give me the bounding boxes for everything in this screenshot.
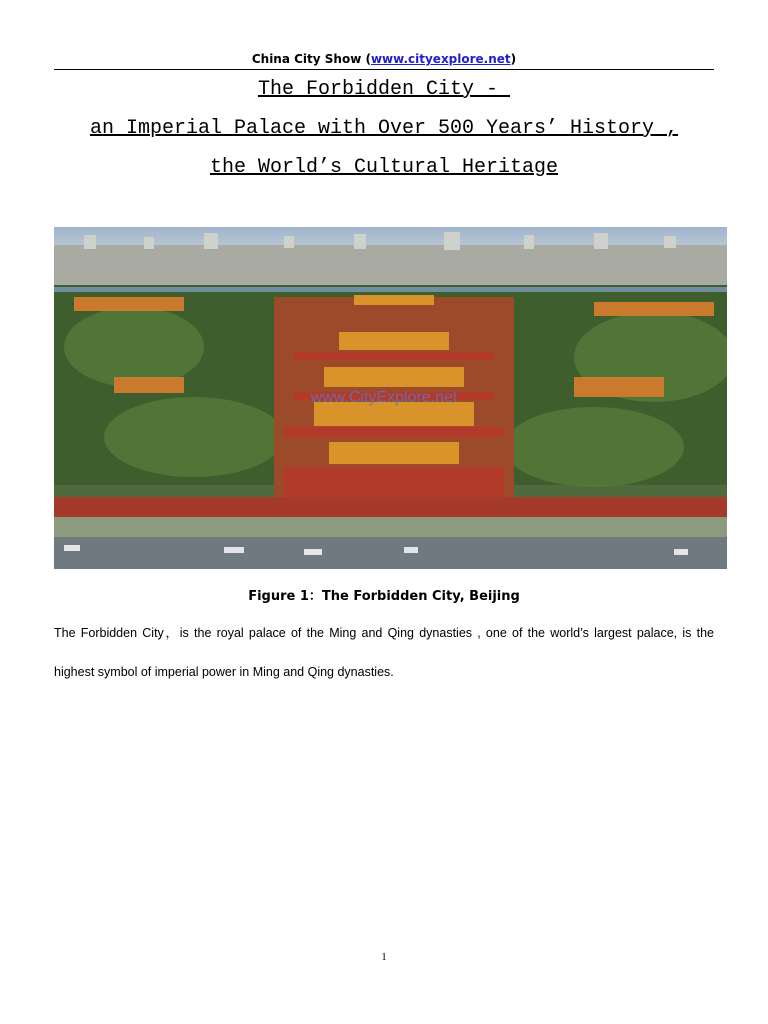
header-rule [54, 69, 714, 70]
header-close: ) [510, 52, 517, 66]
photo-watermark: www.CityExplore.net [310, 389, 458, 406]
page-header [0, 52, 768, 66]
header-link[interactable]: www.cityexplore.net [370, 52, 511, 66]
title-line-3: the World’s Cultural Heritage [209, 156, 559, 179]
body-paragraph: The Forbidden City，is the royal palace of the Ming and Qing dynasties , one of the world’s largest palace, is the highest symbol of imperial power in Ming and Qing dynasties. [54, 626, 714, 679]
header-site-label: China City Show ( [251, 52, 371, 66]
title-line-1: The Forbidden City - [257, 78, 511, 101]
page-number: 1 [381, 951, 387, 963]
figure-caption: Figure 1：The Forbidden City, Beijing [248, 589, 520, 604]
title-line-2: an Imperial Palace with Over 500 Years’ History , [89, 117, 679, 140]
forbidden-city-photo [54, 227, 727, 569]
